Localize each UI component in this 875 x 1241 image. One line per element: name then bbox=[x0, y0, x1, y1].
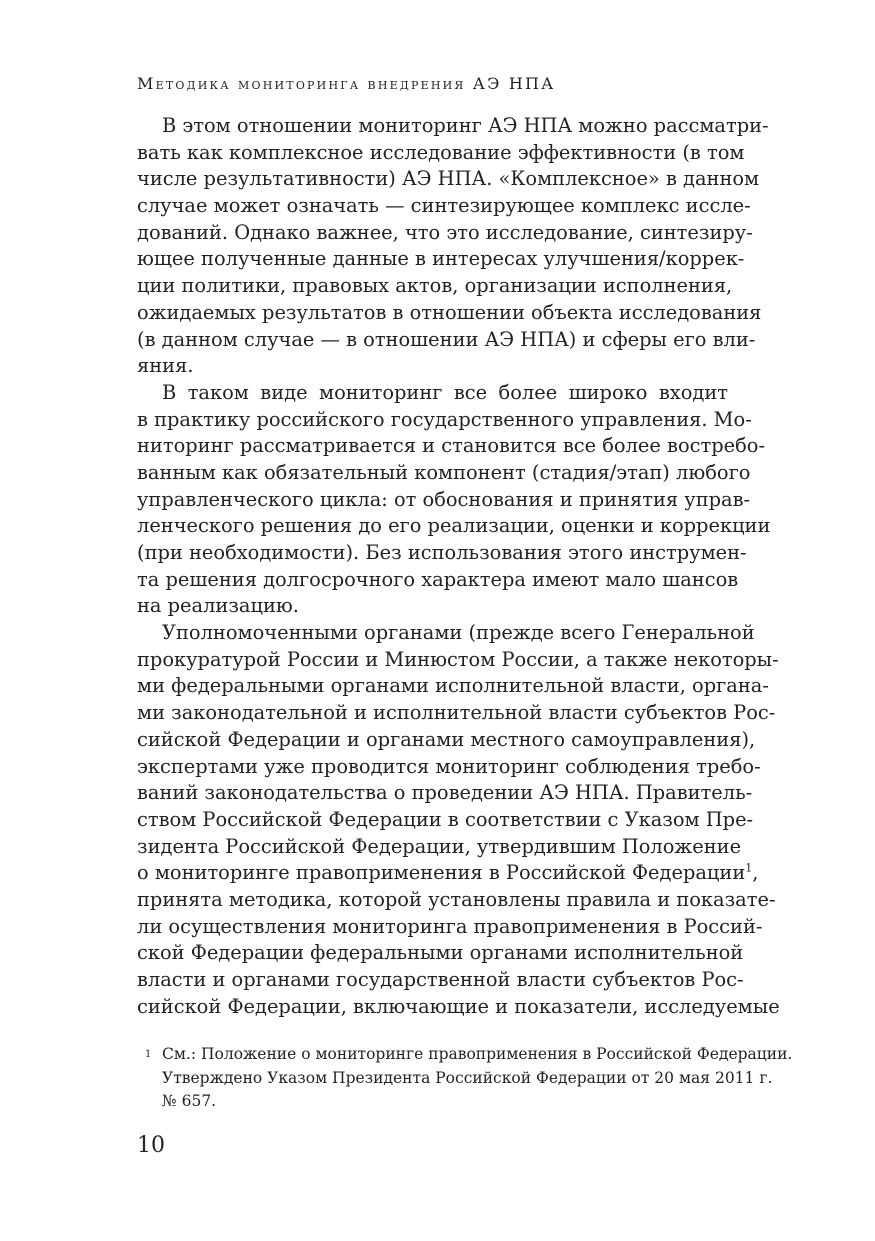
text-line: ющее полученные данные в интересах улучшения/коррек- bbox=[137, 247, 745, 271]
text-line: (в данном случае — в отношении АЭ НПА) и сферы его вли- bbox=[137, 327, 756, 351]
text-line: дований. Однако важнее, что это исследование, синтезиру- bbox=[137, 220, 753, 244]
text-line: прокуратурой России и Минюстом России, а также некоторы- bbox=[137, 647, 779, 671]
text-line: зидента Российской Федерации, утвердившим Положение bbox=[137, 834, 742, 858]
text-line: ством Российской Федерации в соответствии с Указом Пре- bbox=[137, 807, 754, 831]
text-line: сийской Федерации и органами местного самоуправления), bbox=[137, 727, 756, 751]
footnote-ref-tail: , bbox=[752, 861, 759, 885]
running-header: Методика мониторинга внедрения АЭ НПА bbox=[137, 74, 556, 93]
paragraph-1 bbox=[137, 113, 769, 380]
paragraph-2 bbox=[137, 380, 771, 620]
text-line: числе результативности) АЭ НПА. «Комплексное» в данном bbox=[137, 167, 760, 191]
text-line: ми законодательной и исполнительной власти субъектов Рос- bbox=[137, 701, 776, 725]
text-line: ленческого решения до его реализации, оценки и коррекции bbox=[137, 514, 771, 538]
text-line-with-footnote-ref bbox=[137, 860, 759, 887]
text-line: вать как комплексное исследование эффективности (в том bbox=[137, 140, 745, 164]
text-line-content: о мониторинге правоприменения в Российской Федерации bbox=[137, 861, 746, 885]
text-line: ции политики, правовых актов, организации исполнения, bbox=[137, 274, 733, 298]
text-line: та решения долгосрочного характера имеют мало шансов bbox=[137, 567, 739, 591]
text-line: ли осуществления мониторинга правоприменения в Россий- bbox=[137, 914, 763, 938]
text-line: ской Федерации федеральными органами исполнительной bbox=[137, 941, 744, 965]
text-line: ванным как обязательный компонент (стадия/этап) любого bbox=[137, 460, 751, 484]
text-line: случае может означать — синтезирующее комплекс иссле- bbox=[137, 194, 751, 218]
text-line: сийской Федерации, включающие и показатели, исследуемые bbox=[137, 994, 780, 1018]
paragraph-3 bbox=[137, 620, 780, 1020]
text-line: В этом отношении мониторинг АЭ НПА можно рассматри- bbox=[162, 114, 769, 137]
body-text bbox=[137, 113, 780, 1020]
footnote-reference[interactable]: 1 bbox=[745, 861, 753, 875]
footnote-line: № 657. bbox=[162, 1092, 217, 1110]
page-number: 10 bbox=[137, 1133, 165, 1158]
text-line: экспертами уже проводится мониторинг соблюдения требо- bbox=[137, 754, 761, 778]
text-line: принята методика, которой установлены правила и показате- bbox=[137, 887, 776, 911]
text-line: ожидаемых результатов в отношении объекта исследования bbox=[137, 300, 762, 324]
text-line: (при необходимости). Без использования этого инструмен- bbox=[137, 541, 747, 564]
footnote-line: См.: Положение о мониторинге правоприменения в Российской Федерации. bbox=[162, 1045, 793, 1063]
text-line: власти и органами государственной власти субъектов Рос- bbox=[137, 968, 744, 991]
text-line: ваний законодательства о проведении АЭ НПА. Правитель- bbox=[137, 781, 753, 805]
text-line: на реализацию. bbox=[137, 594, 299, 618]
footnote-line: Утверждено Указом Президента Российской Федерации от 20 мая 2011 г. bbox=[162, 1068, 773, 1087]
text-line: ниторинг рассматривается и становится все более востребо- bbox=[137, 434, 765, 458]
footnote-mark: 1 bbox=[145, 1049, 152, 1060]
text-line: управленческого цикла: от обоснования и принятия управ- bbox=[137, 487, 751, 511]
text-line: Уполномоченными органами (прежде всего Генеральной bbox=[162, 621, 755, 645]
text-line: В таком виде мониторинг все более широко входит bbox=[162, 380, 728, 404]
footnote bbox=[137, 1043, 793, 1114]
text-line: в практику российского государственного управления. Мо- bbox=[137, 407, 752, 431]
text-line: ми федеральными органами исполнительной власти, органа- bbox=[137, 674, 769, 698]
text-line: яния. bbox=[137, 354, 194, 378]
